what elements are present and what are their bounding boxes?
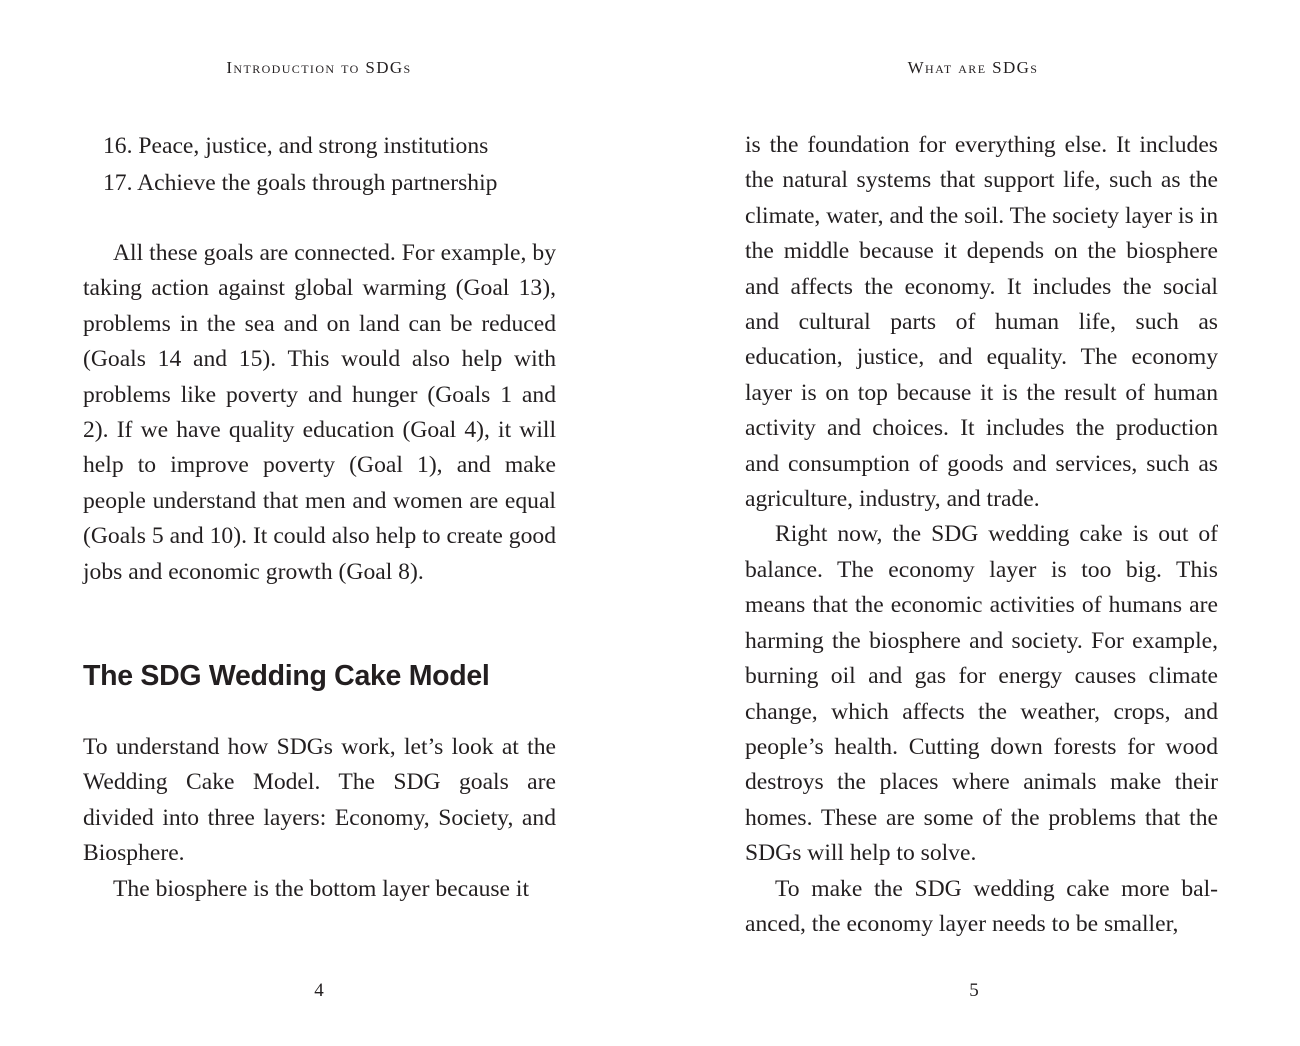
list-item: 16. Peace, justice, and strong institutions: [103, 133, 489, 159]
page-number: 4: [314, 980, 324, 1001]
list-item: 17. Achieve the goals through partnership: [103, 170, 498, 196]
paragraph: is the foundation for everything else. It includes the natural systems that support life, such as the climate, water, and the soil. The society layer is in the middle because it depends on the biosphere and affects the economy. It includes the social and cultural parts of human life, such as education, justice, and equality. The economy layer is on top because it is the result of human activity and choices. It includes the production and consumption of goods and services, such as agriculture, industry, and trade.: [745, 132, 1218, 513]
body-text: [83, 128, 556, 907]
section-heading: The SDG Wedding Cake Model: [83, 660, 490, 693]
paragraph: All these goals are connected. For example, by taking action against global warming (Goal 13), problems in the sea and on land can be reduced (Goals 14 and 15). This would also help with problems like poverty and hunger (Goals 1 and 2). If we have quality education (Goal 4), it will help to improve poverty (Goal 1), and make people understand that men and women are equal (Goals 5 and 10). It could also help to create good jobs and economic growth (Goal 8).: [83, 240, 556, 585]
right-page: [650, 0, 1300, 1046]
paragraph: Right now, the SDG wedding cake is out of balance. The economy layer is too big. This means that the economic activities of humans are harming the biosphere and society. For example, burning oil and gas for energy causes climate change, which affects the weather, crops, and people’s health. Cutting down forests for wood destroys the places where animals make their homes. These are some of the problems that the SDGs will help to solve.: [745, 521, 1218, 867]
goal-list: [83, 128, 556, 202]
paragraph: To understand how SDGs work, let’s look at the Wedding Cake Model. The SDG goals are divided into three layers: Economy, Society, and Biosphere.: [83, 734, 556, 867]
paragraph: To make the SDG wedding cake more balanced, the economy layer needs to be smaller,: [745, 875, 1218, 937]
body-text: [745, 128, 1218, 942]
running-head: Introduction to SDGs: [226, 58, 412, 77]
paragraph: The biosphere is the bottom layer because it: [113, 875, 530, 902]
running-head: What are SDGs: [907, 58, 1039, 77]
page-number: 5: [969, 980, 979, 1001]
